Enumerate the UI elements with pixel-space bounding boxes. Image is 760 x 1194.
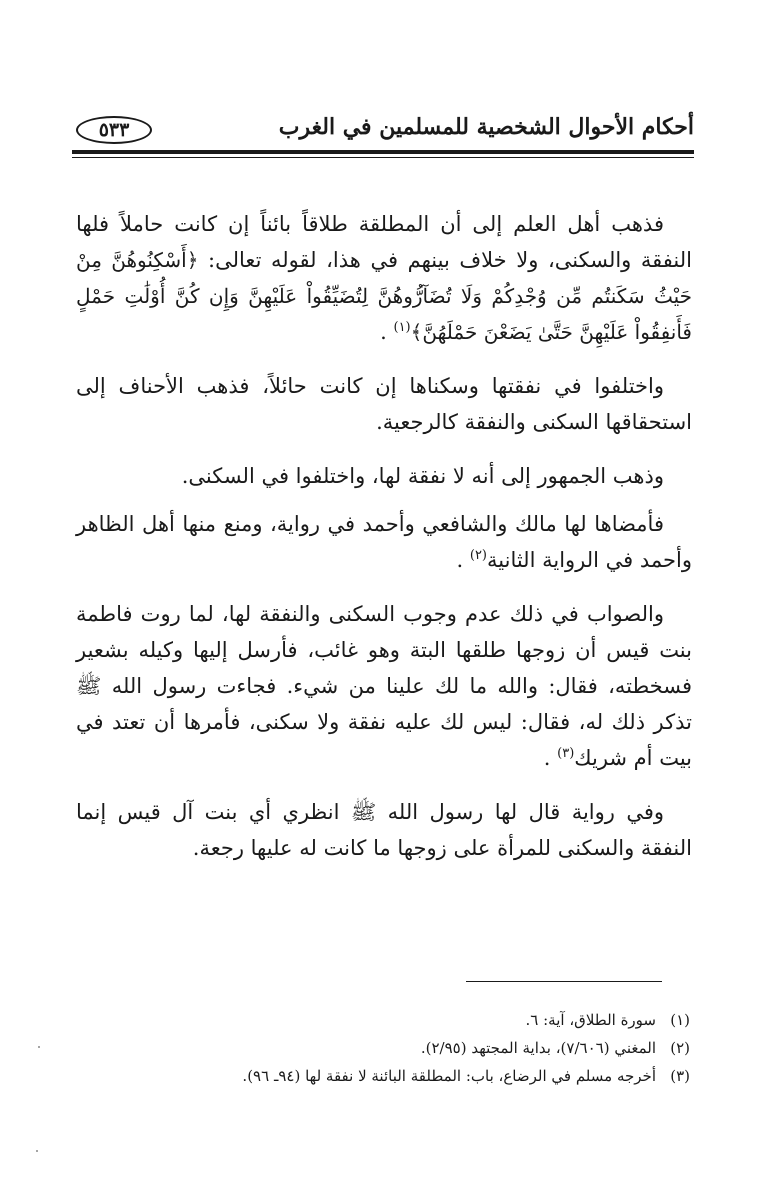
paragraph-4	[76, 506, 692, 578]
footnote-3-text: أخرجه مسلم في الرضاع، باب: المطلقة البائنة لا نفقة لها (٩٤ـ ٩٦).	[242, 1067, 656, 1085]
paragraph-5	[76, 596, 692, 776]
scan-speck	[36, 1150, 38, 1152]
footnote-2-number: (٢)	[670, 1039, 690, 1057]
page-header	[72, 112, 694, 148]
header-rule-thick	[72, 150, 694, 154]
footnote-2-text: المغني (٧/٦٠٦)، بداية المجتهد (٢/٩٥).	[420, 1039, 656, 1057]
paragraph-3: وذهب الجمهور إلى أنه لا نفقة لها، واختلفوا في السكنى.	[181, 464, 664, 488]
paragraph-4-text: فأمضاها لها مالك والشافعي وأحمد في رواية، ومنع منها أهل الظاهر وأحمد في الرواية الثانية	[76, 512, 692, 572]
page-number-badge: ٥٣٣	[76, 116, 152, 144]
paragraph-5-text: والصواب في ذلك عدم وجوب السكنى والنفقة لها، لما روت فاطمة بنت قيس أن زوجها طلقها البتة وهو غائب، فأرسل إليها وكيله بشعير فسخطته، فقال: والله ما لك علينا من شيء. فجاءت رسول الله ﷺ تذكر ذلك له، فقال: ليس لك عليه نفقة ولا سكنى، فأمرها أن تعتد في بيت أم شريك	[76, 602, 692, 770]
paragraph-2: واختلفوا في نفقتها وسكناها إن كانت حائلاً، فذهب الأحناف إلى استحقاقها السكنى والنفقة كالرجعية.	[76, 374, 692, 434]
footnote-1-text: سورة الطلاق، آية: ٦.	[525, 1011, 656, 1029]
paragraph-5-end: .	[543, 746, 558, 770]
footnote-3	[150, 1062, 690, 1090]
footnote-ref-1: (١)	[393, 320, 411, 335]
footnote-separator	[466, 981, 662, 982]
paragraph-1-text: فذهب أهل العلم إلى أن المطلقة طلاقاً بائناً إن كانت حاملاً فلها النفقة والسكنى، ولا خلاف بينهم في هذا، لقوله تعالى:	[76, 212, 692, 272]
quran-open-bracket: ﴿	[186, 248, 199, 272]
paragraph-6: وفي رواية قال لها رسول الله ﷺ انظري أي بنت آل قيس إنما النفقة والسكنى للمرأة على زوجها ما كانت له عليها رجعة.	[76, 800, 692, 860]
scan-speck	[38, 1046, 40, 1048]
footnotes	[150, 1006, 690, 1090]
header-rule-thin	[72, 157, 694, 158]
footnote-3-number: (٣)	[670, 1067, 690, 1085]
quran-close-bracket: ﴾	[410, 320, 423, 344]
footnote-ref-3: (٣)	[557, 746, 575, 761]
footnote-ref-2: (٢)	[469, 548, 487, 563]
paragraph-1-end: .	[380, 320, 394, 344]
footnote-2	[150, 1034, 690, 1062]
footnote-1	[150, 1006, 690, 1034]
running-title: أحكام الأحوال الشخصية للمسلمين في الغرب	[278, 114, 694, 140]
main-text	[76, 206, 692, 884]
paragraph-1	[76, 206, 692, 350]
paragraph-4-end: .	[456, 548, 470, 572]
quran-verse: أَسْكِنُوهُنَّ مِنْ حَيْثُ سَكَنتُم مِّن وُجْدِكُمْ وَلَا تُضَآرُّوهُنَّ لِتُضَيِّقُواْ عَلَيْهِنَّ وَإِن كُنَّ أُوْلَٰتِ حَمْلٍ فَأَنفِقُواْ عَلَيْهِنَّ حَتَّىٰ يَضَعْنَ حَمْلَهُنَّ	[76, 248, 692, 344]
footnote-1-number: (١)	[670, 1011, 690, 1029]
